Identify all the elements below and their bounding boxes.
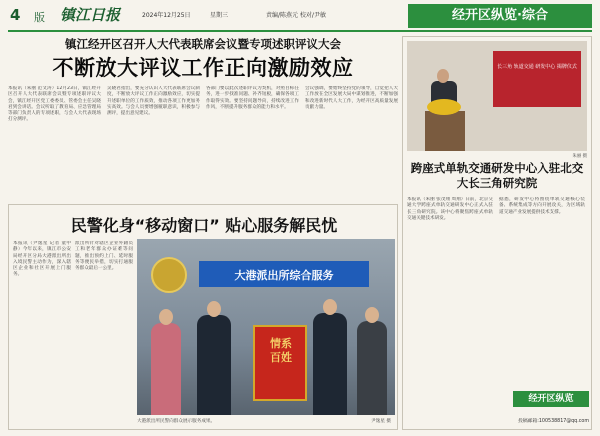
projection-screen-text: 长三角 轨道交通 研发中心 揭牌仪式 [497, 64, 577, 70]
speaker-head [437, 69, 449, 83]
officer-2 [313, 313, 347, 415]
main-article-column-3: 各部门要以此次述职评议为契机，对照目标任务，进一步找准问题、补齐短板，确保各项工作取得实效。要坚持问题导向，持续改进工作作风，不断提升服务群众的能力和水平。 [206, 86, 299, 110]
page-header [0, 0, 600, 34]
station-sign-text: 大港派出所综合服务 [234, 269, 334, 282]
banner-line-2: 百姓 [270, 351, 292, 364]
person-left [151, 323, 181, 415]
right-article-headline: 跨座式单轨交通研发中心入驻北交大长三角研究院 [410, 161, 584, 190]
main-article-column-1: 本报讯（朱丽 范文涛）12月23日，镇江经开区召开人大代表联席会议暨专项述职评议大会，镇江经开区党工委委员、管委会主任吴晓君到会讲话。会议听取了教育局、应急管理局等部门负责人的专项述职，与会人大代表现场打分测评。 [8, 86, 101, 123]
police-emblem-icon [151, 257, 187, 293]
page-label: 版 [34, 11, 45, 24]
officer-1-head [207, 301, 221, 317]
flower-arrangement [427, 99, 461, 115]
page-number: 4 [10, 6, 21, 24]
police-photo-caption: 大港派出所民警向群众展示服务成果。 [137, 419, 216, 424]
right-article-column-1: 本报讯（朱丽 张茂翔 周翔）日前，北京交通大学跨座式单轨交通研发中心正式入驻长三角研究院。该中心将聚焦跨座式单轨交通关键技术研发。 [407, 197, 493, 221]
section-title: 经开区纵览·综合 [408, 4, 592, 28]
officer-2-head [323, 299, 337, 315]
podium [425, 111, 465, 151]
award-banner [253, 325, 307, 401]
award-banner-text [259, 337, 303, 365]
banner-line-1: 情系 [270, 337, 292, 350]
projection-screen [493, 51, 581, 107]
person-right-head [365, 307, 379, 323]
editor-credits: 责编/陈燕元 校对/尹敏 [266, 12, 326, 19]
police-article-column-1: 本报讯（尹逸星 记者 童中静）今年以来，镇江市公安局经开区分局大港派出所出入境民警主动作为，深入辖区企业和社区开展上门服务。 [13, 241, 71, 278]
main-article-column-4: 会议强调，要始终坚持党的领导，自觉把人大工作放在全区发展大局中谋划推进，不断加强和改进新时代人大工作，为经开区高质量发展贡献力量。 [305, 86, 398, 110]
ceremony-photo-caption: 朱丽 摄 [572, 154, 587, 159]
person-right [357, 321, 387, 415]
issue-date: 2024年12月25日 [142, 12, 191, 19]
person-left-head [159, 309, 173, 325]
police-photo [137, 239, 395, 415]
section-logo: 经开区纵览 [513, 391, 589, 407]
right-article [402, 36, 592, 430]
submission-email: 投稿邮箱:100538817@qq.com [518, 419, 589, 424]
main-article-subtitle: 镇江经开区召开人大代表联席会议暨专项述职评议大会 [65, 37, 341, 51]
ceremony-photo [407, 41, 587, 151]
station-sign [199, 261, 369, 287]
issue-weekday: 星期三 [210, 12, 229, 19]
right-article-column-2: 据悉，研发中心将围绕单轨交通核心装备、系统集成等方向开展攻关，为区域轨道交通产业发展提供技术支撑。 [499, 197, 585, 215]
police-article-column-2: 派出所针对辖区企业外籍员工和老年群众办证难等问题，推出预约上门、延时服务等便民举措，切实打通服务群众最后一公里。 [75, 241, 133, 272]
masthead: 镇江日报 [60, 6, 121, 24]
police-article [8, 204, 398, 430]
police-article-headline: 民警化身“移动窗口” 贴心服务解民忧 [70, 216, 338, 235]
main-article-headline: 不断放大评议工作正向激励效应 [52, 56, 354, 80]
main-article-column-2: 吴晓君指出，要充分认识人大代表联席会议制度，不断放大评议工作正向激励效应，切实提升述职单位的工作质效，推动各项工作更加务实高效。与会人员要增强履职意识，积极参与测评，提出意见建议。 [107, 86, 200, 117]
header-divider [8, 30, 592, 32]
police-photo-credit: 尹逸星 摄 [371, 419, 391, 424]
officer-1 [197, 315, 231, 415]
